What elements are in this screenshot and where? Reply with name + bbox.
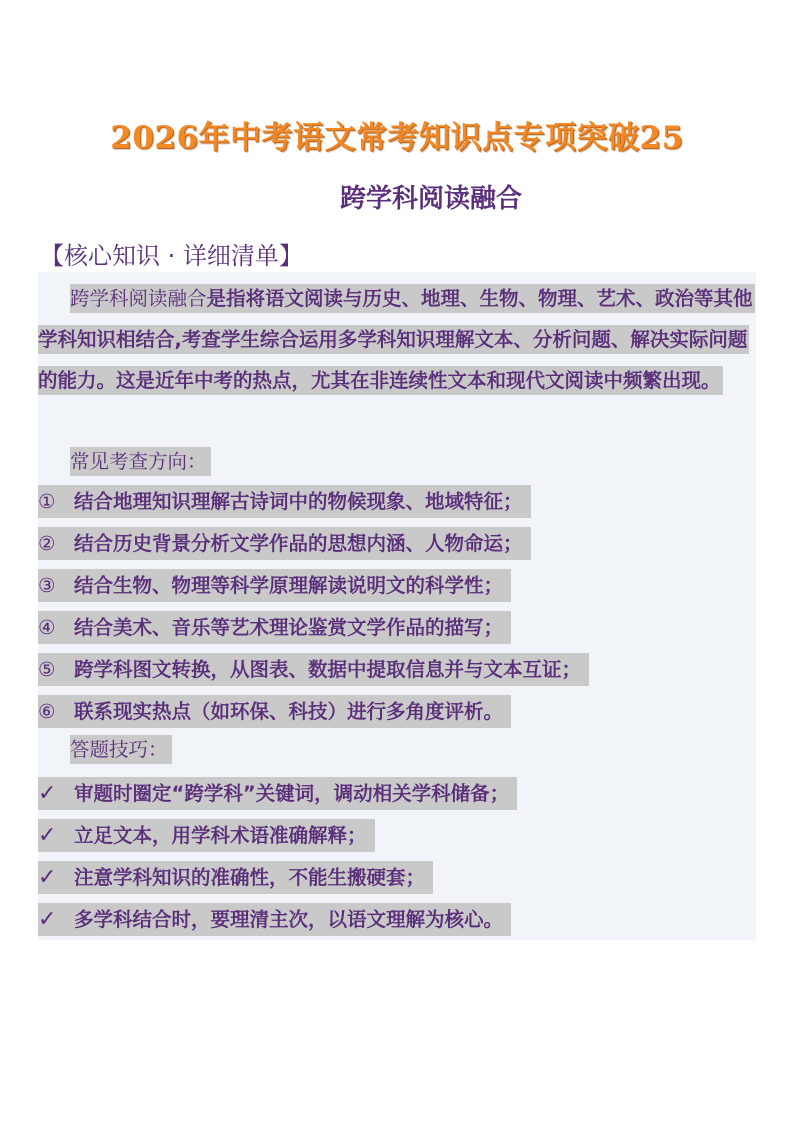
directions-list — [38, 481, 589, 733]
check-icon: ✓ — [38, 823, 57, 848]
list-marker: ② — [38, 532, 56, 555]
list-item — [38, 815, 517, 857]
list-item — [38, 857, 517, 899]
definition-body: 是指将语文阅读与历史、地理、生物、物理、艺术、政治等其他学科知识相结合,考查学生综合运用多学科知识理解文本、分析问题、解决实际问题的能力。这是近年中考的热点，尤其在非连续性文本和现代文阅读中频繁出现。 — [38, 287, 753, 392]
list-item-text: 跨学科图文转换，从图表、数据中提取信息并与文本互证； — [74, 658, 582, 681]
list-item-text: 立足文本，用学科术语准确解释； — [74, 824, 367, 847]
list-item — [38, 523, 589, 565]
tips-list — [38, 773, 517, 941]
list-item-text: 结合地理知识理解古诗词中的物候现象、地域特征； — [74, 490, 523, 513]
check-icon: ✓ — [38, 907, 57, 932]
page-title: 2026年中考语文常考知识点专项突破25 — [110, 120, 684, 156]
directions-label: 常见考查方向： — [70, 446, 211, 474]
list-item-text: 联系现实热点（如环保、科技）进行多角度评析。 — [74, 700, 504, 723]
list-marker: ⑤ — [38, 658, 56, 681]
list-marker: ① — [38, 490, 56, 513]
list-marker: ③ — [38, 574, 56, 597]
list-item-text: 审题时圈定“跨学科”关键词，调动相关学科储备； — [74, 782, 510, 805]
page-subtitle: 跨学科阅读融合 — [340, 184, 523, 214]
check-icon: ✓ — [38, 865, 57, 890]
tips-label: 答题技巧： — [70, 734, 172, 762]
list-marker: ⑥ — [38, 700, 56, 723]
list-item-text: 结合生物、物理等科学原理解读说明文的科学性； — [74, 574, 504, 597]
list-item-text: 多学科结合时，要理清主次，以语文理解为核心。 — [74, 908, 504, 931]
list-item — [38, 481, 589, 523]
list-item — [38, 607, 589, 649]
list-item — [38, 773, 517, 815]
definition-paragraph — [38, 278, 760, 401]
section-heading: 【核心知识 · 详细清单】 — [40, 242, 303, 270]
list-item — [38, 649, 589, 691]
list-item-text: 结合历史背景分析文学作品的思想内涵、人物命运； — [74, 532, 523, 555]
list-item — [38, 565, 589, 607]
check-icon: ✓ — [38, 781, 57, 806]
list-item-text: 结合美术、音乐等艺术理论鉴赏文学作品的描写； — [74, 616, 504, 639]
list-item-text: 注意学科知识的准确性，不能生搬硬套； — [74, 866, 426, 889]
list-marker: ④ — [38, 616, 56, 639]
list-item — [38, 899, 517, 941]
definition-lead: 跨学科阅读融合 — [70, 287, 207, 310]
list-item — [38, 691, 589, 733]
